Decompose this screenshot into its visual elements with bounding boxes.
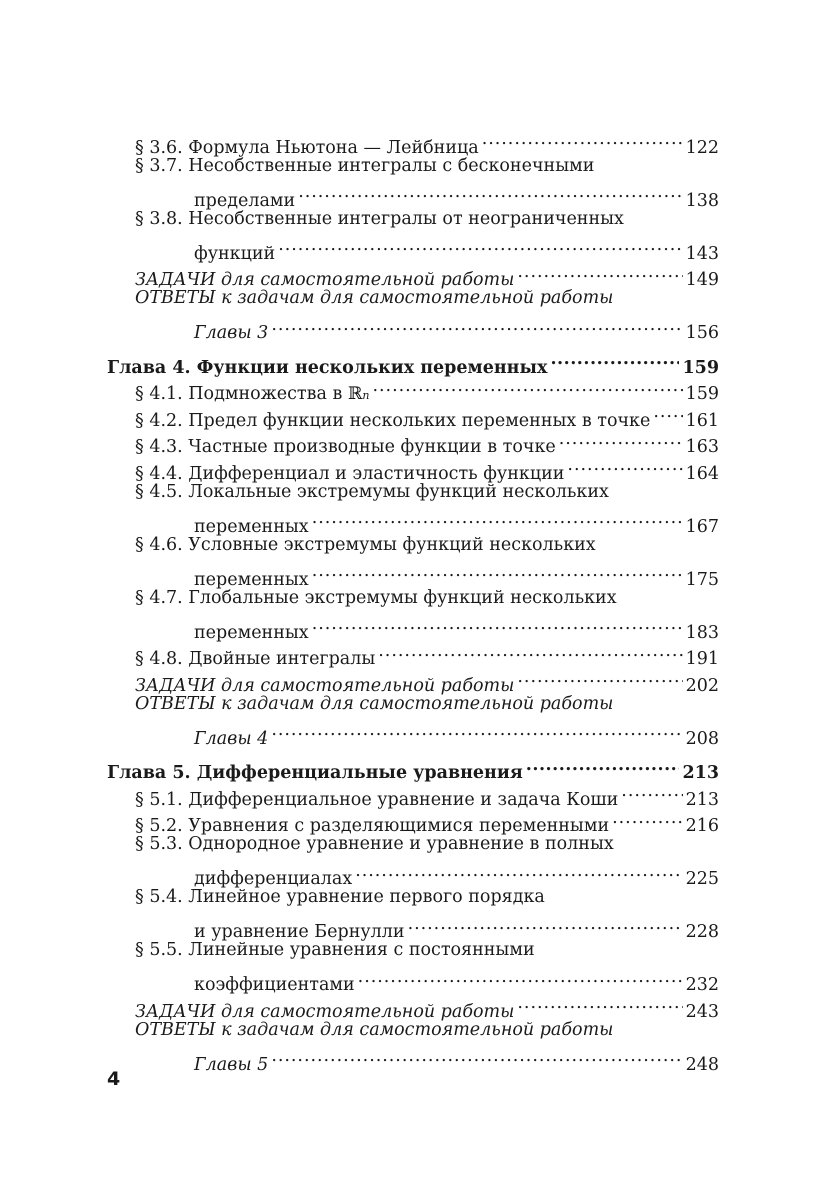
- toc-section: [107, 153, 719, 180]
- toc-leader-dots: [482, 126, 683, 153]
- toc-supplement: [107, 285, 719, 312]
- toc-label: ЗАДАЧИ для самостоятельной работы: [135, 1001, 515, 1022]
- toc-label: § 5.4. Линейное уравнение первого порядка: [135, 887, 545, 907]
- toc-label: § 4.6. Условные экстремумы функций нескольких: [135, 534, 596, 555]
- toc-section: [107, 426, 719, 457]
- toc-leader-dots: [567, 452, 682, 479]
- toc-continuation: [107, 858, 719, 889]
- toc-continuation: [107, 964, 719, 995]
- toc-leader-dots: [517, 664, 682, 691]
- toc-page-number: 225: [685, 869, 719, 889]
- toc-page-number: 164: [685, 463, 719, 484]
- toc-page-number: 167: [685, 516, 719, 537]
- toc-label: ЗАДАЧИ для самостоятельной работы: [135, 675, 515, 696]
- toc-label: Главы 3: [194, 323, 269, 343]
- toc-continuation: [107, 505, 719, 537]
- toc-leader-dots: [312, 558, 683, 585]
- toc-page-number: 175: [685, 569, 719, 590]
- toc-section: [107, 585, 719, 612]
- toc-supplement: [107, 664, 719, 696]
- toc-label: переменных: [194, 569, 309, 590]
- toc-leader-dots: [612, 805, 682, 832]
- toc-section: [107, 805, 719, 836]
- toc-label: Глава 4. Функции нескольких переменных: [107, 357, 548, 378]
- toc-label: § 4.4. Дифференциал и эластичность функции: [135, 463, 565, 484]
- toc-leader-dots: [517, 990, 682, 1017]
- toc-continuation: [107, 179, 719, 211]
- toc-continuation: [107, 558, 719, 590]
- toc-label: Главы 4: [194, 728, 269, 749]
- toc-page-number: 191: [685, 649, 719, 669]
- toc-label: § 5.5. Линейные уравнения с постоянными: [135, 940, 535, 960]
- toc-label: § 4.2. Предел функции нескольких переменных в точке: [135, 410, 651, 431]
- toc-section: [107, 937, 719, 964]
- toc-continuation: [107, 611, 719, 643]
- toc-leader-dots: [298, 179, 682, 206]
- toc-section: [107, 638, 719, 669]
- toc-section: [107, 399, 719, 431]
- toc-leader-dots: [653, 399, 682, 426]
- toc-label: § 4.3. Частные производные функции в точке: [135, 437, 556, 457]
- toc-chapter: [107, 752, 719, 783]
- toc-page-number: 228: [685, 922, 719, 942]
- toc-leader-dots: [550, 346, 679, 373]
- toc-leader-dots: [271, 312, 682, 339]
- toc-supplement: [107, 259, 719, 290]
- toc-section: [107, 884, 719, 911]
- toc-label: и уравнение Бернулли: [194, 922, 405, 942]
- toc-leader-dots: [355, 858, 682, 885]
- toc-page-number: 183: [685, 622, 719, 643]
- toc-leader-dots: [621, 778, 682, 805]
- toc-page-number: 159: [685, 384, 719, 404]
- toc-continuation: [107, 232, 719, 264]
- toc-continuation: [107, 911, 719, 942]
- toc-page-number: 213: [685, 789, 719, 810]
- toc-page-number: 161: [685, 410, 719, 431]
- toc-section: [107, 532, 719, 559]
- toc-label: § 4.5. Локальные экстремумы функций нескольких: [135, 481, 609, 502]
- toc-label: коэффициентами: [194, 975, 355, 995]
- toc-page-number: 159: [682, 357, 719, 378]
- toc-label: переменных: [194, 516, 309, 537]
- toc-page-number: 208: [685, 728, 719, 749]
- table-of-contents: [107, 126, 719, 1075]
- toc-leader-dots: [378, 638, 682, 665]
- toc-supplement: [107, 1043, 719, 1075]
- toc-leader-dots: [312, 505, 683, 532]
- toc-page-number: 149: [685, 270, 719, 290]
- toc-leader-dots: [278, 232, 682, 259]
- toc-label: Глава 5. Дифференциальные уравнения: [107, 763, 523, 783]
- toc-label: § 3.8. Несобственные интегралы от неограниченных: [135, 208, 624, 229]
- toc-section: § 4.1. Подмножества в ℝ n . . . 159: [107, 373, 719, 400]
- toc-page-number: 232: [685, 975, 719, 995]
- toc-label: § 3.7. Несобственные интегралы с бесконечными: [135, 155, 595, 176]
- toc-label: ОТВЕТЫ к задачам для самостоятельной работы: [135, 693, 614, 714]
- toc-label: § 4.1. Подмножества в ℝ: [135, 384, 363, 404]
- toc-label: функций: [194, 243, 276, 264]
- toc-page-number: 248: [685, 1054, 719, 1075]
- toc-page-number: 122: [685, 137, 719, 158]
- toc-leader-dots: [358, 964, 683, 991]
- toc-label: дифференциалах: [194, 869, 353, 889]
- toc-leader-dots: [526, 752, 680, 779]
- toc-section: [107, 206, 719, 233]
- toc-label: ЗАДАЧИ для самостоятельной работы: [135, 270, 515, 290]
- toc-leader-dots: [271, 717, 682, 744]
- toc-page-number: 202: [685, 675, 719, 696]
- toc-page-number: 213: [682, 763, 719, 783]
- toc-label: § 5.1. Дифференциальное уравнение и задача Коши: [135, 789, 619, 810]
- toc-page-number: 138: [685, 190, 719, 211]
- toc-page-number: 216: [685, 816, 719, 836]
- toc-leader-dots: [559, 426, 683, 453]
- toc-label: пределами: [194, 190, 296, 211]
- toc-label: § 3.6. Формула Ньютона — Лейбница: [135, 137, 479, 158]
- toc-label: § 5.2. Уравнения с разделяющимися переменными: [135, 816, 610, 836]
- toc-section: [107, 452, 719, 484]
- toc-page-number: 156: [685, 323, 719, 343]
- toc-section: [107, 479, 719, 506]
- toc-leader-dots: [408, 911, 683, 938]
- toc-leader-dots: [312, 611, 683, 638]
- toc-supplement: [107, 717, 719, 749]
- page-number: 4: [107, 1068, 121, 1090]
- toc-page-number: 243: [685, 1001, 719, 1022]
- toc-chapter: [107, 346, 719, 378]
- toc-label: переменных: [194, 622, 309, 643]
- toc-supplement: [107, 1017, 719, 1044]
- toc-supplement: [107, 691, 719, 718]
- toc-section: [107, 831, 719, 858]
- toc-leader-dots: [271, 1043, 682, 1070]
- toc-label: § 5.3. Однородное уравнение и уравнение в полных: [135, 834, 614, 854]
- toc-label: Главы 5: [194, 1054, 269, 1075]
- toc-page-number: 143: [685, 243, 719, 264]
- toc-supplement: [107, 312, 719, 343]
- toc-section: [107, 778, 719, 810]
- toc-section: [107, 126, 719, 158]
- toc-supplement: [107, 990, 719, 1022]
- toc-leader-dots: [373, 373, 683, 400]
- toc-label: § 4.8. Двойные интегралы: [135, 649, 376, 669]
- toc-page-number: 163: [685, 437, 719, 457]
- toc-leader-dots: [517, 259, 682, 286]
- toc-label: ОТВЕТЫ к задачам для самостоятельной работы: [135, 288, 614, 308]
- toc-label: § 4.7. Глобальные экстремумы функций нескольких: [135, 587, 617, 608]
- toc-label: ОТВЕТЫ к задачам для самостоятельной работы: [135, 1019, 614, 1040]
